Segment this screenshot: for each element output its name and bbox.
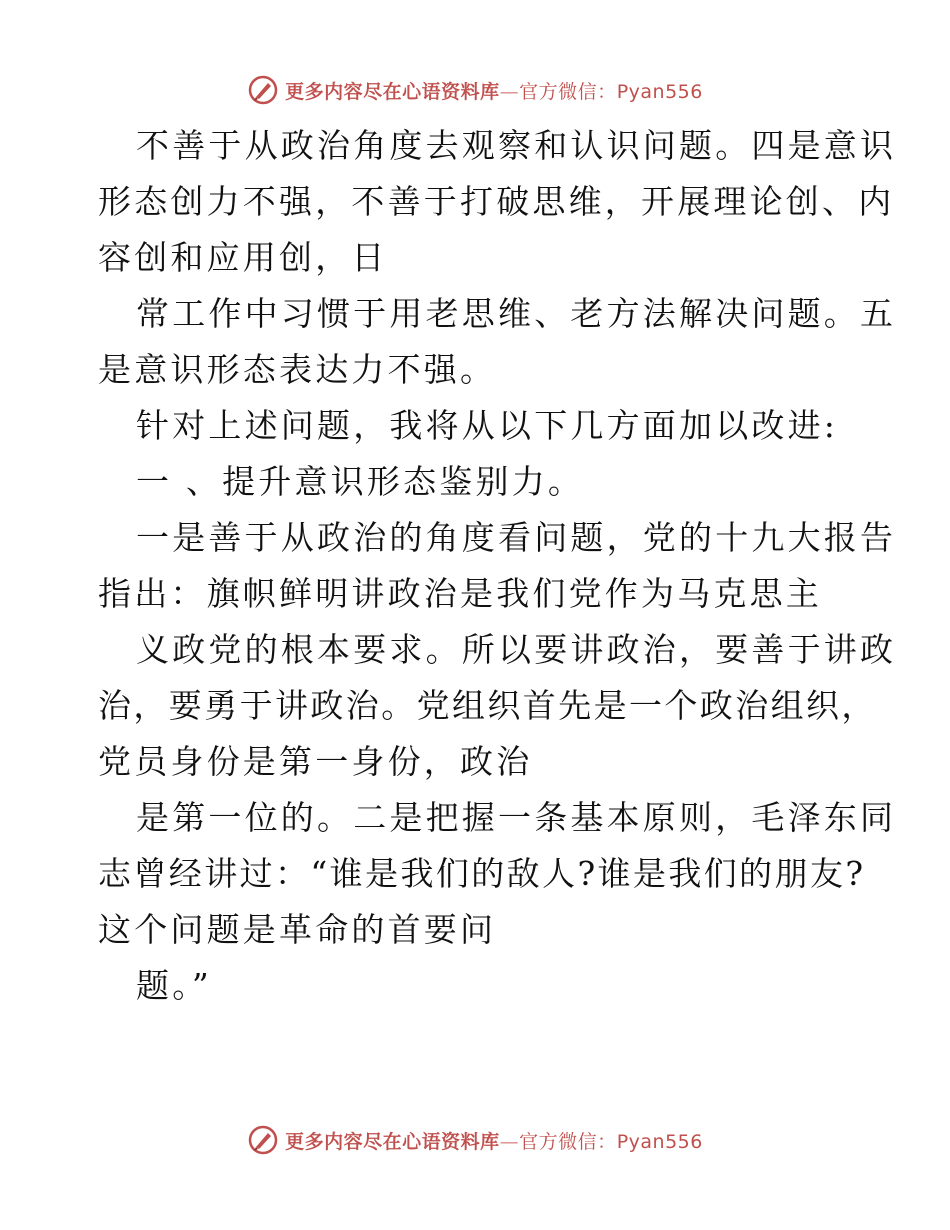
banner-main-text: 更多内容尽在心语资料库 xyxy=(285,1130,500,1153)
text-line: 义政党的根本要求。所以要讲政治，要善于讲政 xyxy=(136,630,897,669)
text-line: 是第一位的。二是把握一条基本原则，毛泽东同 xyxy=(136,798,897,837)
text-line: 志曾经讲过：“谁是我们的敌人?谁是我们的朋友? xyxy=(98,854,866,893)
quill-logo-icon xyxy=(247,74,279,106)
text-line: 不善于从政治角度去观察和认识问题。四是意识 xyxy=(136,126,897,165)
text-line: 容创和应用创，日 xyxy=(98,238,388,277)
text-line: 形态创力不强，不善于打破思维，开展理论创、内 xyxy=(98,182,895,221)
footer-banner xyxy=(0,1120,950,1160)
text-line: 一 、提升意识形态鉴别力。 xyxy=(136,462,585,501)
text-line: 指出：旗帜鲜明讲政治是我们党作为马克思主 xyxy=(98,574,822,613)
banner-text xyxy=(285,77,703,104)
banner-main-text: 更多内容尽在心语资料库 xyxy=(285,80,500,103)
header-banner xyxy=(0,70,950,110)
banner-account-label: 官方微信： xyxy=(519,80,617,103)
text-line: 针对上述问题，我将从以下几方面加以改进: xyxy=(136,406,839,445)
banner-account-id: Pyan556 xyxy=(616,80,703,103)
banner-account-id: Pyan556 xyxy=(616,1130,703,1153)
document-body xyxy=(98,118,897,1014)
text-line: 党员身份是第一身份，政治 xyxy=(98,742,533,781)
banner-text xyxy=(285,1127,703,1154)
text-line: 题。” xyxy=(136,966,212,1005)
text-line: 这个问题是革命的首要问 xyxy=(98,910,497,949)
banner-account-label: 官方微信： xyxy=(519,1130,617,1153)
text-line: 常工作中习惯于用老思维、老方法解决问题。五 xyxy=(136,294,897,333)
banner-separator: — xyxy=(499,80,520,103)
quill-logo-icon xyxy=(247,1124,279,1156)
text-line: 是意识形态表达力不强。 xyxy=(98,350,497,389)
text-line: 治，要勇于讲政治。党组织首先是一个政治组织， xyxy=(98,686,877,725)
text-line: 一是善于从政治的角度看问题，党的十九大报告 xyxy=(136,518,897,557)
banner-separator: — xyxy=(499,1130,520,1153)
